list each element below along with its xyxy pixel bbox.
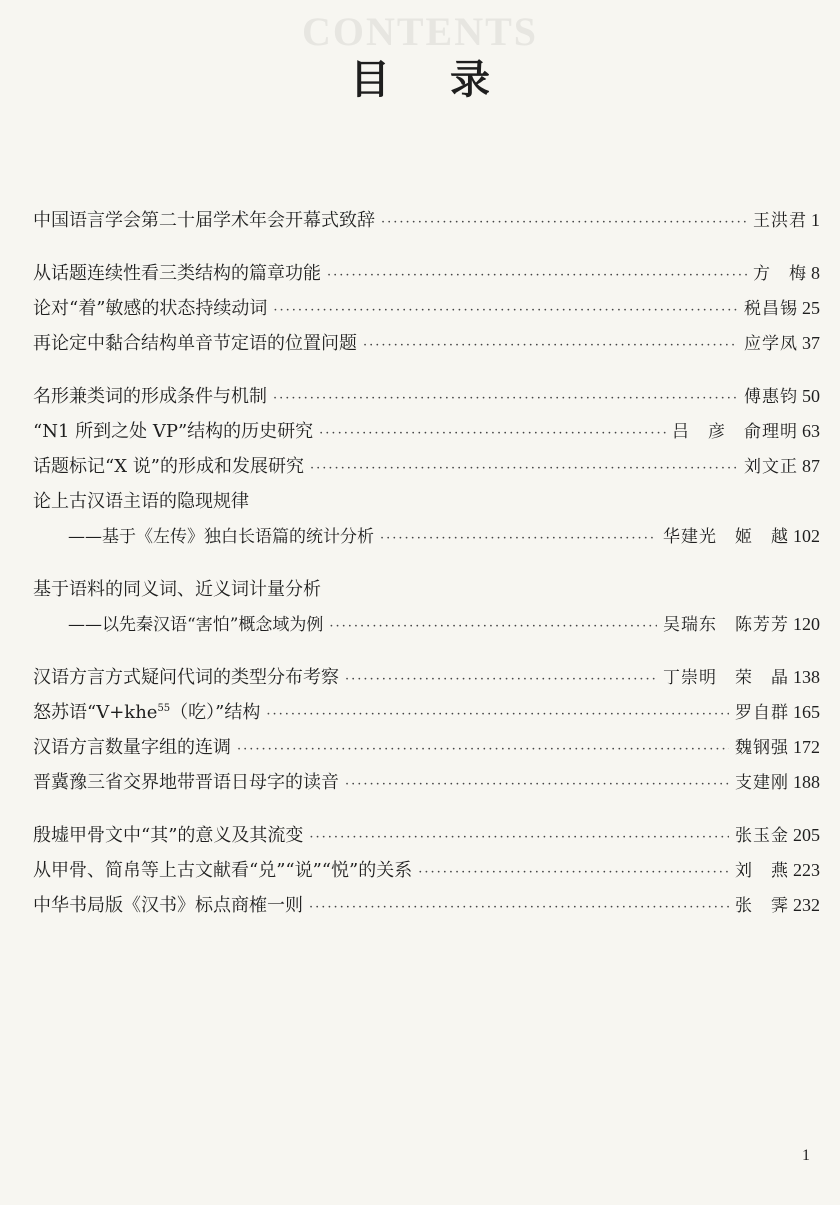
entry-page: 63 [802, 421, 820, 441]
entry-title: 汉语方言数量字组的连调 [33, 737, 231, 758]
toc-entry[interactable] [33, 853, 820, 888]
entry-title: 从甲骨、简帛等上古文献看“兑”“说”“悦”的关系 [33, 860, 413, 881]
entry-author: 方 梅 [753, 264, 807, 284]
entry-title: 再论定中黏合结构单音节定语的位置问题 [33, 333, 357, 354]
entry-title: 论上古汉语主语的隐现规律 [33, 491, 249, 512]
entry-title [33, 695, 260, 730]
entry-author: 税昌锡 [744, 299, 798, 319]
page-number: 1 [802, 1147, 810, 1164]
entry-title: 名形兼类词的形成条件与机制 [33, 386, 267, 407]
toc-entry[interactable] [33, 765, 820, 800]
entry-page: 120 [793, 614, 820, 634]
entry-page: 205 [793, 825, 820, 845]
entry-subtitle: ——以先秦汉语“害怕”概念域为例 [68, 615, 324, 635]
toc-entry-heading[interactable] [33, 572, 820, 607]
entry-page: 172 [793, 737, 820, 757]
page-title: 目录 [350, 56, 550, 103]
entry-title: 中华书局版《汉书》标点商榷一则 [33, 895, 303, 916]
entry-author: 傅惠钧 [744, 387, 798, 407]
toc-entry[interactable] [33, 449, 820, 484]
dot-leader [418, 855, 729, 890]
entry-author: 刘文正 [744, 457, 798, 477]
toc-entry[interactable] [33, 888, 820, 923]
dot-leader [273, 381, 738, 416]
entry-title-part: 怒苏语“V+khe [33, 702, 158, 723]
toc-entry[interactable] [33, 379, 820, 414]
dot-leader [237, 732, 729, 767]
entry-author: 罗自群 [735, 703, 789, 723]
entry-page: 25 [802, 298, 820, 318]
entry-author: 支建刚 [735, 773, 789, 793]
entry-page: 50 [802, 386, 820, 406]
entry-title: 论对“着”敏感的状态持续动词 [33, 298, 268, 319]
entry-author: 张玉金 [735, 826, 789, 846]
toc-entry[interactable] [33, 818, 820, 853]
entry-page: 37 [802, 333, 820, 353]
dot-leader [273, 293, 738, 328]
entry-title: 汉语方言方式疑问代词的类型分布考察 [33, 667, 339, 688]
entry-title: 殷墟甲骨文中“其”的意义及其流变 [33, 825, 304, 846]
entry-page: 1 [811, 210, 820, 230]
entry-title-part: （吃）”结构 [170, 702, 261, 723]
entry-title: “N1 所到之处 VP”结构的历史研究 [33, 421, 314, 442]
dot-leader [309, 820, 729, 855]
toc-entry[interactable] [33, 256, 820, 291]
entry-page: 232 [793, 895, 820, 915]
entry-author: 应学凤 [744, 334, 798, 354]
entry-author: 刘 燕 [735, 861, 789, 881]
entry-page: 188 [793, 772, 820, 792]
entry-author: 张 霁 [735, 896, 789, 916]
entry-page: 138 [793, 667, 820, 687]
dot-leader [309, 890, 729, 925]
entry-page: 223 [793, 860, 820, 880]
entry-page: 87 [802, 456, 820, 476]
dot-leader [319, 416, 666, 451]
toc-entry[interactable] [33, 326, 820, 361]
tone-superscript: 55 [157, 703, 171, 714]
dot-leader [310, 451, 738, 486]
table-of-contents [33, 203, 820, 923]
dot-leader [266, 697, 729, 732]
toc-entry-subtitle[interactable] [33, 519, 820, 554]
dot-leader [363, 328, 738, 363]
entry-author: 王洪君 [753, 211, 807, 231]
toc-entry[interactable] [33, 291, 820, 326]
toc-entry[interactable] [33, 695, 820, 730]
dot-leader [327, 258, 747, 293]
toc-entry-heading[interactable] [33, 484, 820, 519]
toc-entry[interactable] [33, 660, 820, 695]
entry-author: 吕 彦 俞理明 [672, 422, 798, 442]
entry-page: 102 [793, 526, 820, 546]
entry-author: 华建光 姬 越 [663, 527, 789, 547]
ghost-heading: CONTENTS [301, 9, 539, 54]
entry-title: 晋冀豫三省交界地带晋语日母字的读音 [33, 772, 339, 793]
entry-title: 从话题连续性看三类结构的篇章功能 [33, 263, 321, 284]
entry-title: 基于语料的同义词、近义词计量分析 [33, 579, 321, 600]
entry-title: 中国语言学会第二十届学术年会开幕式致辞 [33, 210, 375, 231]
entry-title: 话题标记“X 说”的形成和发展研究 [33, 456, 304, 477]
toc-entry-subtitle[interactable] [33, 607, 820, 642]
entry-author: 丁崇明 荣 晶 [663, 668, 789, 688]
entry-author: 吴瑞东 陈芳芳 [663, 615, 789, 635]
dot-leader [329, 609, 657, 644]
dot-leader [381, 205, 747, 240]
dot-leader [380, 521, 657, 556]
entry-page: 8 [811, 263, 820, 283]
entry-page: 165 [793, 702, 820, 722]
dot-leader [345, 767, 729, 802]
toc-entry[interactable] [33, 203, 820, 238]
entry-author: 魏钢强 [735, 738, 789, 758]
toc-entry[interactable] [33, 414, 820, 449]
dot-leader [345, 662, 657, 697]
entry-subtitle: ——基于《左传》独白长语篇的统计分析 [68, 527, 374, 547]
toc-entry[interactable] [33, 730, 820, 765]
